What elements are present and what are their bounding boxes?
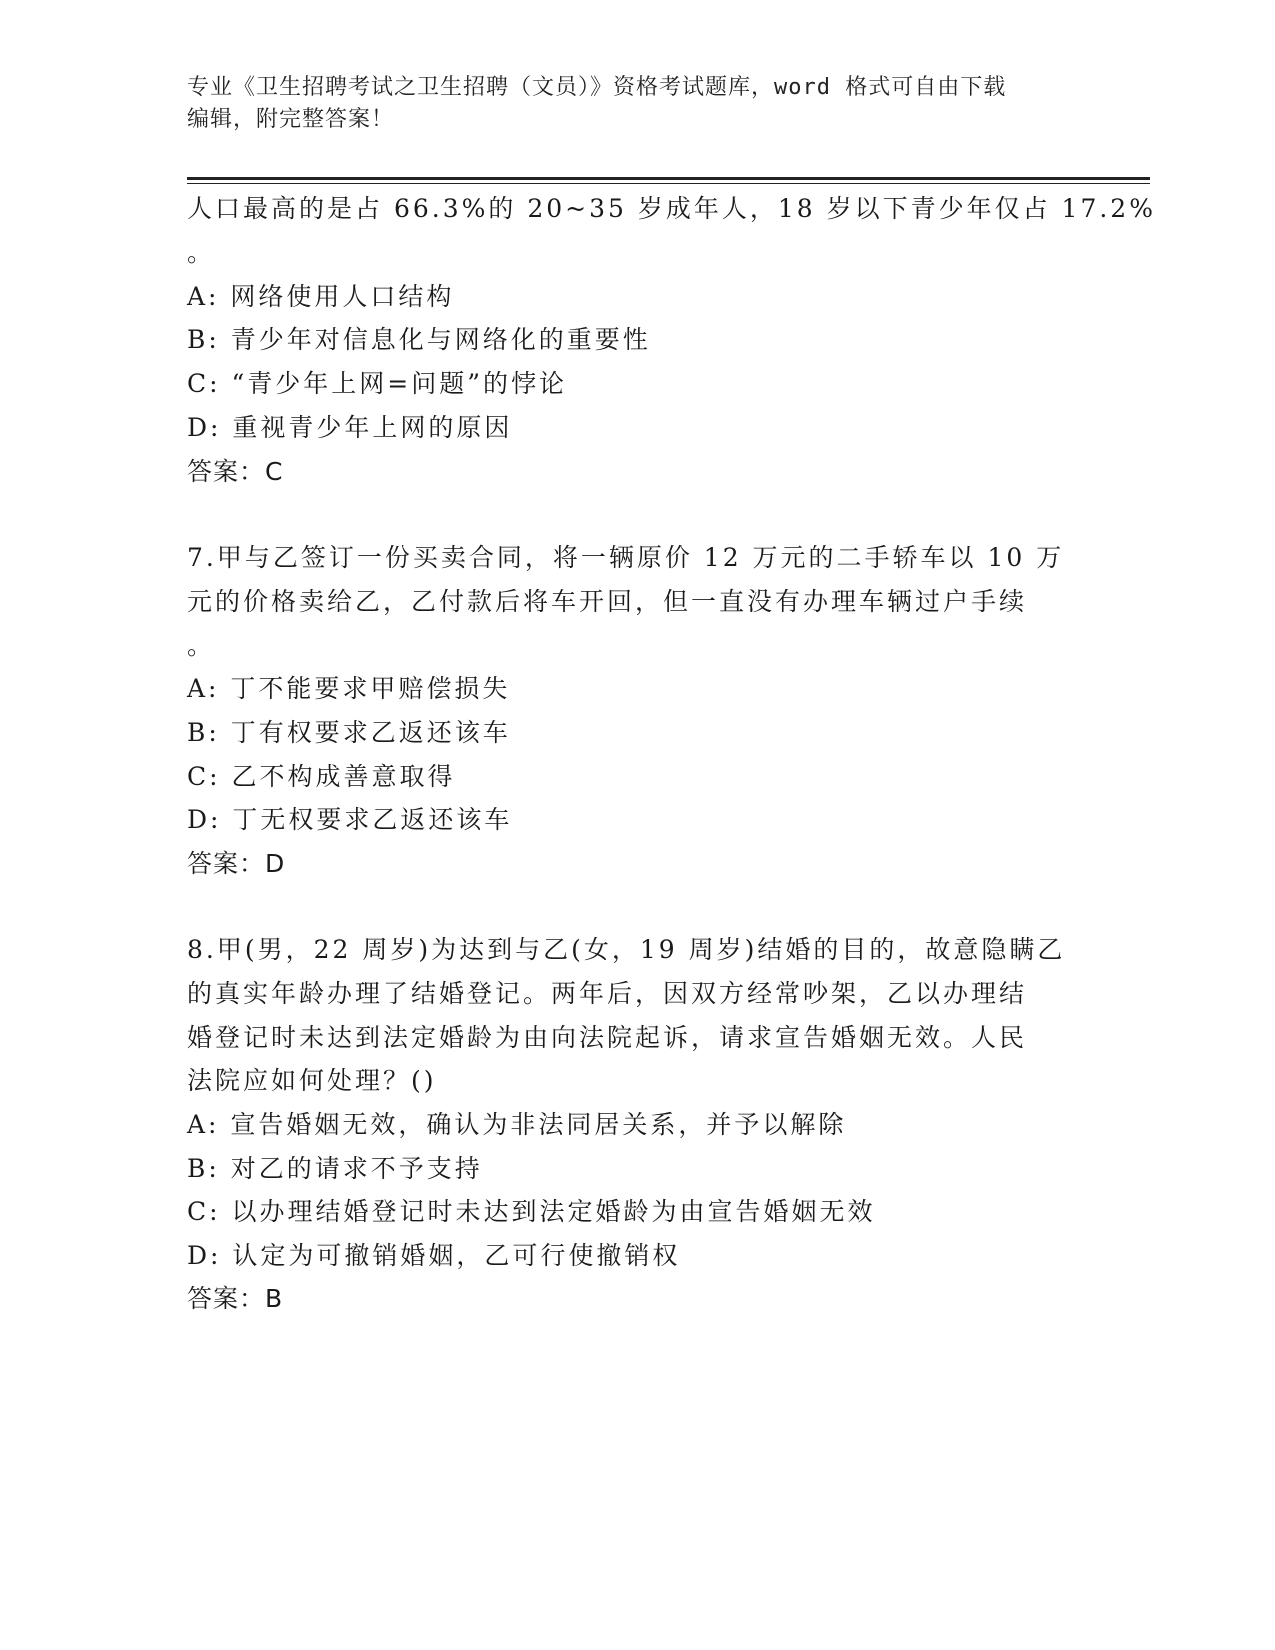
header-line-1: 专业《卫生招聘考试之卫生招聘（文员）》资格考试题库，word 格式可自由下载: [187, 75, 1007, 100]
question-6-option-b: B: 青少年对信息化与网络化的重要性: [187, 325, 651, 354]
header-divider-thick: [187, 177, 1150, 180]
question-7-option-a: A: 丁不能要求甲赔偿损失: [187, 674, 511, 703]
question-8-text-line-4: 法院应如何处理？(): [187, 1066, 437, 1095]
question-7-text-line-2: 元的价格卖给乙，乙付款后将车开回，但一直没有办理车辆过户手续: [187, 587, 1028, 616]
question-8-text-line-1: 8.甲(男，22 周岁)为达到与乙(女，19 周岁)结婚的目的，故意隐瞒乙: [187, 935, 1066, 964]
header-line-2: 编辑，附完整答案！: [187, 107, 395, 132]
question-7-option-d: D: 丁无权要求乙返还该车: [187, 805, 513, 834]
question-7-option-b: B: 丁有权要求乙返还该车: [187, 718, 511, 747]
header-divider-thin: [187, 183, 1150, 184]
question-6-option-c: C: “青少年上网=问题”的悖论: [187, 369, 568, 398]
question-8-answer: 答案：B: [187, 1284, 284, 1313]
question-8-option-d: D: 认定为可撤销婚姻，乙可行使撤销权: [187, 1241, 681, 1270]
question-7-text-line-1: 7.甲与乙签订一份买卖合同，将一辆原价 12 万元的二手轿车以 10 万: [187, 543, 1065, 572]
question-7-answer: 答案：D: [187, 849, 286, 878]
question-6-text-line-1: 人口最高的是占 66.3%的 20~35 岁成年人，18 岁以下青少年仅占 17.2%: [187, 194, 1156, 223]
question-8-text-line-3: 婚登记时未达到法定婚龄为由向法院起诉，请求宣告婚姻无效。人民: [187, 1023, 1028, 1052]
question-6-answer: 答案：C: [187, 457, 284, 486]
question-8-option-c: C: 以办理结婚登记时未达到法定婚龄为由宣告婚姻无效: [187, 1197, 876, 1226]
question-7-text-line-3: 。: [187, 631, 216, 660]
document-header: [187, 72, 1087, 136]
question-6-option-d: D: 重视青少年上网的原因: [187, 413, 513, 442]
question-8-option-a: A: 宣告婚姻无效，确认为非法同居关系，并予以解除: [187, 1110, 847, 1139]
question-7-option-c: C: 乙不构成善意取得: [187, 762, 456, 791]
question-6-text-line-2: 。: [187, 238, 216, 267]
question-8-text-line-2: 的真实年龄办理了结婚登记。两年后，因双方经常吵架，乙以办理结: [187, 979, 1028, 1008]
question-6-option-a: A: 网络使用人口结构: [187, 282, 455, 311]
question-8-option-b: B: 对乙的请求不予支持: [187, 1154, 483, 1183]
